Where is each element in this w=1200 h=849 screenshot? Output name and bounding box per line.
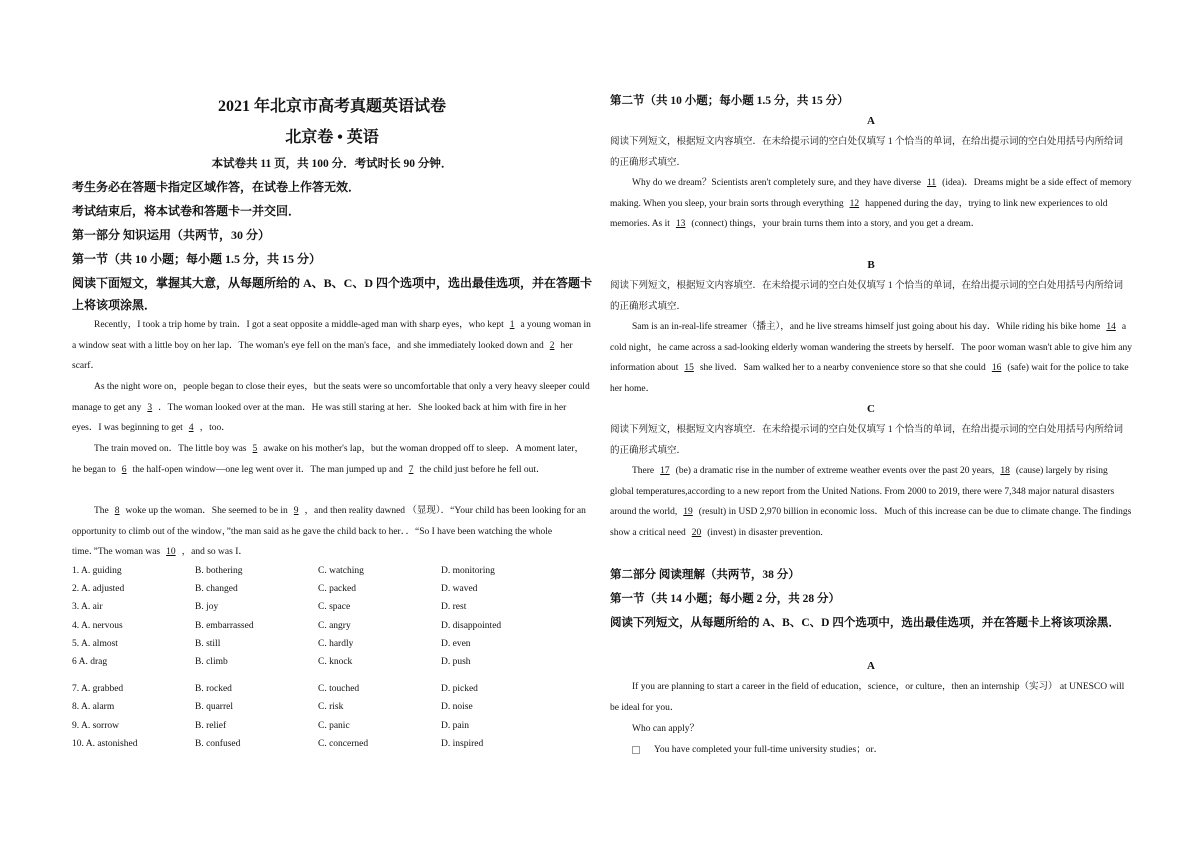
option-4c[interactable]: C. angry [318,621,351,631]
option-4d[interactable]: D. disappointed [441,621,502,631]
option-8a[interactable]: 8. A. alarm [72,702,115,712]
option-3d[interactable]: D. rest [441,602,467,612]
option-8d[interactable]: D. noise [441,702,473,712]
exam-meta: 本试卷共 11 页，共 100 分．考试时长 90 分钟． [211,158,453,170]
page-subtitle: 北京卷 • 英语 [285,129,379,146]
blank-17[interactable]: 17 [660,466,670,476]
page-title: 2021 年北京市高考真题英语试卷 [217,98,446,115]
part2-passage-a-bullet: You have completed your full-time university studies；or． [632,740,1132,761]
passage-para-1: Recently，I took a trip home by train．I got a seat opposite a middle-aged man with sharp eyes，who kept 1 a young woman in a window seat with a little boy on her lap．The woman's eye fell on the man's face，and she immediately looked down and 2 her scarf． [72,320,591,372]
blank-11[interactable]: 11 [927,178,937,188]
option-2c[interactable]: C. packed [318,584,356,594]
option-7c[interactable]: C. touched [318,684,360,694]
part2-section1-heading: 第一节（共 14 小题；每小题 2 分，共 28 分） [610,593,840,605]
option-3b[interactable]: B. joy [195,602,219,612]
option-7d[interactable]: D. picked [441,684,478,694]
option-1a[interactable]: 1. A. guiding [72,566,122,576]
option-10a[interactable]: 10. A. astonished [72,739,138,749]
checkbox-icon [632,746,640,754]
part2-label-a: A [867,660,875,672]
blank-4[interactable]: 4 [188,423,194,434]
option-10b[interactable]: B. confused [195,739,241,749]
option-1d[interactable]: D. monitoring [441,566,495,576]
option-9d[interactable]: D. pain [441,721,469,731]
notice-1: 考生务必在答题卡指定区域作答，在试卷上作答无效． [72,180,361,194]
option-5d[interactable]: D. even [441,639,471,649]
section2-label-c: C [867,403,875,415]
option-7a[interactable]: 7. A. grabbed [72,684,124,694]
section2-heading: 第二节（共 10 小题；每小题 1.5 分，共 15 分） [610,95,849,107]
blank-9[interactable]: 9 [293,506,299,516]
blank-8[interactable]: 8 [114,506,120,516]
section1-heading: 第一节（共 10 小题；每小题 1.5 分，共 15 分） [72,252,322,266]
option-3a[interactable]: 3. A. air [72,602,103,612]
passage-para-3: The train moved on．The little boy was 5 awake on his mother's lap，but the woman dropped off to sleep．A moment later，he began to 6 the half-open window—one leg went over it．The man jumped up and 7 the child just before he fell out． [72,444,585,475]
option-1b[interactable]: B. bothering [195,566,243,576]
option-2d[interactable]: D. waved [441,584,478,594]
option-9b[interactable]: B. relief [195,721,227,731]
option-2a[interactable]: 2. A. adjusted [72,584,125,594]
option-6b[interactable]: B. climb [195,657,228,667]
part1-heading: 第一部分 知识运用（共两节，30 分） [72,228,271,242]
blank-20[interactable]: 20 [691,527,702,538]
option-8b[interactable]: B. quarrel [195,702,233,712]
left-column [72,0,592,849]
blank-18[interactable]: 18 [1000,466,1010,476]
blank-2[interactable]: 2 [549,340,555,351]
section2-instruction-a: 阅读下列短文，根据短文内容填空．在未给提示词的空白处仅填写 1 个恰当的单词，在给出提示词的空白处用括号内所给词的正确形式填空． [610,137,1124,168]
option-5c[interactable]: C. hardly [318,639,354,649]
option-4a[interactable]: 4. A. nervous [72,621,123,631]
blank-15[interactable]: 15 [684,363,694,374]
section2-label-a: A [867,115,875,127]
notice-2: 考试结束后，将本试卷和答题卡一并交回． [72,204,301,218]
passage-para-4: The 8 woke up the woman．She seemed to be in 9 ，and then reality dawned （显现）．“Your child has been looking for an opportunity to climb out of the window，”the man said as he gave the child back to her．．“So I have been watching the whole time．”The woman was 10 ，and so was I． [72,506,586,558]
blank-7[interactable]: 7 [408,464,414,475]
option-10c[interactable]: C. concerned [318,739,369,749]
section2-instruction-c: 阅读下列短文，根据短文内容填空．在未给提示词的空白处仅填写 1 个恰当的单词，在给出提示词的空白处用括号内所给词的正确形式填空． [610,425,1124,456]
option-10d[interactable]: D. inspired [441,739,484,749]
option-6c[interactable]: C. knock [318,657,353,667]
section1-instruction: 阅读下面短文，掌握其大意，从每题所给的 A、B、C、D 四个选项中，选出最佳选项，并在答题卡上将该项涂黑． [72,276,593,312]
option-5b[interactable]: B. still [195,639,221,649]
part2-section1-instruction: 阅读下列短文，从每题所给的 A、B、C、D 四个选项中，选出最佳选项，并在答题卡上将该项涂黑． [610,617,1120,629]
blank-19[interactable]: 19 [683,507,693,518]
section2-label-b: B [867,259,875,271]
option-6d[interactable]: D. push [441,657,471,667]
blank-10[interactable]: 10 [166,547,176,558]
option-6a[interactable]: 6 A. drag [72,657,108,667]
passage-para-2: As the night wore on，people began to close their eyes，but the seats were so uncomfortable that only a very heavy sleeper could manage to get any 3 ．The woman looked over at the man．He was still staring at her．She looked back at him with fire in her eyes．I was beginning to get 4 ，too． [72,382,590,434]
section2-passage-c: There 17 (be) a dramatic rise in the number of extreme weather events over the past 20 years, 18 (cause) largely by rising global temperatures,according to a new report from the United Nations. From 2000 to 2019, there were 7,348 major natural disasters around the world, 19 (result) in USD 2,970 billion in economic loss．Much of this increase can be due to climate change. The findings show a critical need 20 (invest) in disaster prevention. [610,466,1132,538]
blank-13[interactable]: 13 [675,219,686,230]
option-1c[interactable]: C. watching [318,566,364,576]
blank-16[interactable]: 16 [991,363,1002,374]
blank-3[interactable]: 3 [147,402,153,413]
section2-passage-b: Sam is an in-real-life streamer（播主），and he live streams himself just going about his day．While riding his bike home 14 a cold night，he came across a sad-looking elderly woman wandering the streets by herself．The poor woman wasn't able to give him any information about 15 she lived．Sam walked her to a nearby convenience store so that she could 16 (safe) wait for the police to take her home． [610,322,1132,394]
part2-passage-a-intro: If you are planning to start a career in the field of education，science，or culture，then an internship（实习） at UNESCO will be ideal for you． [610,682,1125,713]
option-9a[interactable]: 9. A. sorrow [72,721,119,731]
blank-1[interactable]: 1 [509,320,515,330]
section2-passage-a: Why do we dream？Scientists aren't completely sure, and they have diverse 11 (idea)．Dreams might be a side effect of memory making. When you sleep, your brain sorts through everything 12 happened during the day，trying to link new experiences to old memories. As it 13 (connect) things，your brain turns them into a story, and you get a dream． [610,178,1132,230]
section2-instruction-b: 阅读下列短文，根据短文内容填空．在未给提示词的空白处仅填写 1 个恰当的单词，在给出提示词的空白处用括号内所给词的正确形式填空． [610,281,1124,312]
blank-5[interactable]: 5 [252,444,258,454]
blank-6[interactable]: 6 [121,464,127,475]
option-5a[interactable]: 5. A. almost [72,639,118,649]
option-9c[interactable]: C. panic [318,721,350,731]
option-4b[interactable]: B. embarrassed [195,621,254,631]
right-column [610,0,1132,849]
option-3c[interactable]: C. space [318,602,351,612]
option-8c[interactable]: C. risk [318,702,344,712]
option-7b[interactable]: B. rocked [195,684,232,694]
blank-14[interactable]: 14 [1106,322,1116,332]
part2-passage-a-question: Who can apply？ [632,724,700,734]
option-2b[interactable]: B. changed [195,584,238,594]
part2-heading: 第二部分 阅读理解（共两节，38 分） [610,569,800,581]
blank-12[interactable]: 12 [849,198,860,209]
